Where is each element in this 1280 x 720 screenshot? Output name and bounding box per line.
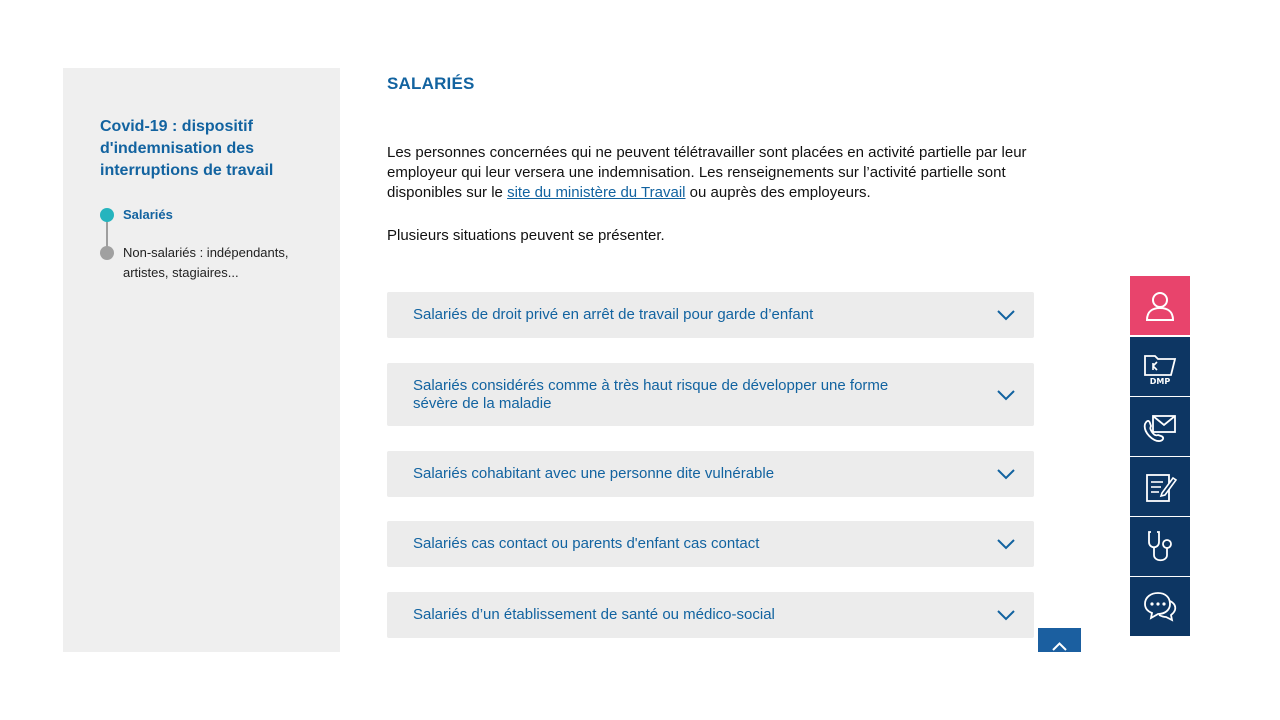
- section-title: SALARIÉS: [387, 74, 475, 93]
- chevron-down-icon: [997, 389, 1015, 401]
- chat-bubbles-icon: [1141, 589, 1179, 625]
- accordion-item-cohabitant-vulnerable[interactable]: [387, 451, 1034, 497]
- rail-button-document[interactable]: [1130, 457, 1190, 516]
- chevron-down-icon: [997, 609, 1015, 621]
- accordion-label: Salariés de droit privé en arrêt de travail pour garde d’enfant: [413, 306, 814, 323]
- accordion-label: Salariés considérés comme à très haut risque de développer une forme sévère de la maladie: [413, 376, 889, 412]
- rail-button-dmp[interactable]: [1130, 337, 1190, 396]
- document-edit-icon: [1142, 469, 1178, 505]
- rail-button-profile[interactable]: [1130, 276, 1190, 335]
- situations-paragraph: Plusieurs situations peuvent se présenter.: [387, 227, 665, 244]
- stethoscope-icon: [1143, 528, 1177, 566]
- intro-text-end: ou auprès des employeurs.: [685, 184, 871, 201]
- ministere-travail-link[interactable]: site du ministère du Travail: [507, 184, 686, 201]
- accordion-item-garde-enfant[interactable]: [387, 292, 1034, 338]
- accordion-item-etablissement-sante[interactable]: [387, 592, 1034, 638]
- chevron-down-icon: [997, 468, 1015, 480]
- chevron-down-icon: [997, 309, 1015, 321]
- chevron-down-icon: [997, 538, 1015, 550]
- inactive-step-dot-icon: [100, 246, 114, 260]
- accordion-item-haut-risque[interactable]: [387, 363, 1034, 426]
- intro-text: Les personnes concernées qui ne peuvent télétravailler sont placées en activité partielle par leur employeur qui leur versera une indemnisation. Les renseignements sur l’activité partielle sont disponibles sur le: [387, 144, 1027, 201]
- rail-button-contact[interactable]: [1130, 397, 1190, 456]
- accordion-item-cas-contact[interactable]: [387, 521, 1034, 567]
- dmp-folder-icon: [1141, 348, 1179, 386]
- phone-mail-icon: [1141, 410, 1179, 444]
- accordion-label: Salariés cohabitant avec une personne dite vulnérable: [413, 465, 775, 482]
- intro-paragraph: [387, 143, 1037, 203]
- dmp-label: DMP: [1149, 376, 1171, 386]
- accordion-label: Salariés d’un établissement de santé ou médico-social: [413, 606, 775, 623]
- active-step-dot-icon: [100, 208, 114, 222]
- chevron-up-icon: [1038, 628, 1081, 652]
- sidebar-title[interactable]: Covid-19 : dispositif d'indemnisation des interruptions de travail: [100, 118, 274, 179]
- step-label: Non-salariés : indépendants, artistes, stagiaires...: [123, 245, 289, 280]
- user-profile-icon: [1143, 289, 1177, 323]
- rail-button-chat[interactable]: [1130, 577, 1190, 636]
- rail-button-health[interactable]: [1130, 517, 1190, 576]
- accordion-label: Salariés cas contact ou parents d'enfant cas contact: [413, 535, 760, 552]
- sidebar-nav: [63, 68, 340, 652]
- step-label: Salariés: [123, 207, 173, 222]
- back-to-top-button[interactable]: [1038, 628, 1081, 652]
